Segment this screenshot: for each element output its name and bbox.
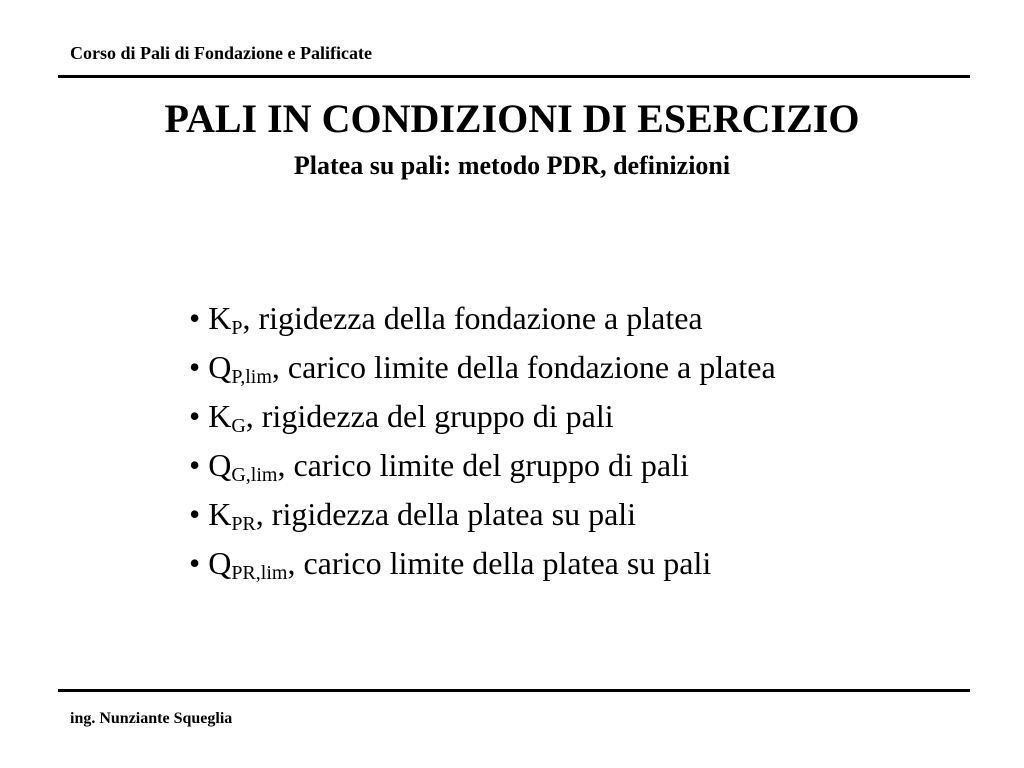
bullet-marker: •: [189, 545, 201, 581]
definition-text: , rigidezza del gruppo di pali: [245, 398, 614, 434]
course-title: Corso di Pali di Fondazione e Palificate: [70, 43, 372, 63]
definition-item-kg: [189, 392, 776, 441]
definition-subscript: P: [231, 317, 243, 339]
definition-item-kp: [189, 294, 776, 343]
definition-symbol: Q: [208, 349, 232, 385]
definition-item-qplim: [189, 343, 776, 392]
definition-item-qprlim: [189, 539, 776, 588]
slide-subtitle: Platea su pali: metodo PDR, definizioni: [293, 151, 731, 180]
definition-symbol: Q: [208, 447, 232, 483]
definition-symbol: K: [208, 300, 232, 336]
definition-text: , carico limite della fondazione a platea: [271, 349, 776, 385]
bullet-marker: •: [189, 447, 201, 483]
definition-subscript: G: [231, 415, 246, 437]
definition-text: , carico limite della platea su pali: [287, 545, 712, 581]
definition-subscript: P,lim: [231, 366, 272, 388]
definition-symbol: K: [208, 496, 232, 532]
header-divider: [58, 75, 970, 78]
definition-subscript: PR: [231, 513, 256, 535]
definition-subscript: PR,lim: [231, 562, 288, 584]
definition-symbol: K: [208, 398, 232, 434]
bullet-marker: •: [189, 300, 201, 336]
definition-text: , rigidezza della platea su pali: [255, 496, 637, 532]
slide-title: PALI IN CONDIZIONI DI ESERCIZIO: [164, 96, 860, 141]
definition-subscript: G,lim: [231, 464, 278, 486]
definition-list: [189, 294, 776, 588]
definition-text: , carico limite del gruppo di pali: [277, 447, 689, 483]
definition-symbol: Q: [208, 545, 232, 581]
definition-item-qglim: [189, 441, 776, 490]
author-name: ing. Nunziante Squeglia: [70, 710, 233, 727]
definition-text: , rigidezza della fondazione a platea: [242, 300, 703, 336]
definition-item-kpr: [189, 490, 776, 539]
bullet-marker: •: [189, 349, 201, 385]
bullet-marker: •: [189, 496, 201, 532]
bullet-marker: •: [189, 398, 201, 434]
footer-divider: [58, 689, 970, 692]
